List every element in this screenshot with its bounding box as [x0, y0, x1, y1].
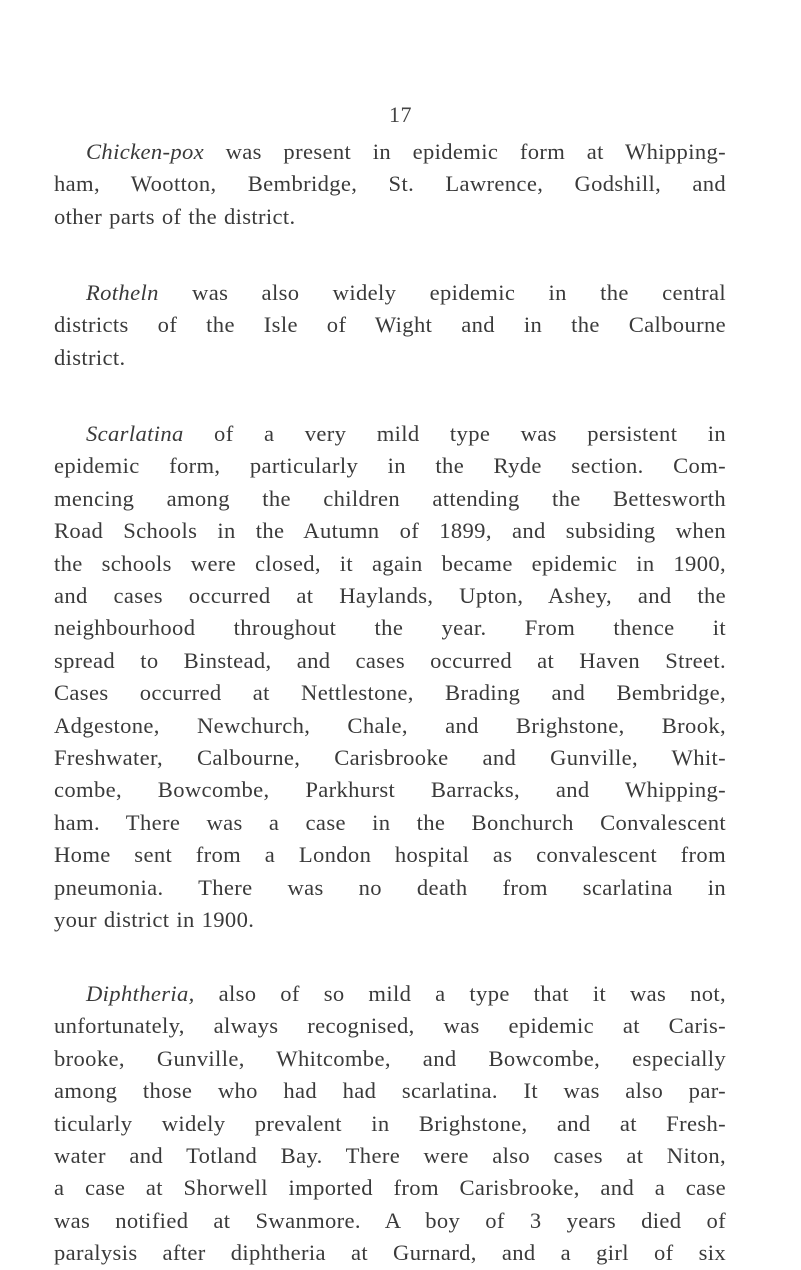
paragraph-line: spread to Binstead, and cases occurred at Haven Street.: [54, 647, 726, 673]
paragraph-line: combe, Bowcombe, Parkhurst Barracks, and Whipping-: [54, 777, 726, 803]
paragraph-line-text: also of so mild a type that it was not,: [194, 981, 726, 1006]
paragraph-lead-term: Diphtheria,: [86, 981, 195, 1006]
paragraph-line: pneumonia. There was no death from scarlatina in: [54, 874, 726, 900]
paragraph-line: Road Schools in the Autumn of 1899, and subsiding when: [54, 518, 726, 544]
paragraph-line: ticularly widely prevalent in Brighstone, and at Fresh-: [54, 1110, 726, 1136]
paragraph-line: the schools were closed, it again became epidemic in 1900,: [54, 550, 726, 576]
paragraph-line: Cases occurred at Nettlestone, Brading and Bembridge,: [54, 680, 726, 706]
page-number: 17: [389, 102, 412, 127]
paragraph-line: [54, 418, 726, 450]
paragraph-line: water and Totland Bay. There were also cases at Niton,: [54, 1143, 726, 1169]
paragraph-lead-term: Scarlatina: [86, 421, 184, 446]
paragraph-rotheln: [54, 277, 726, 374]
paragraph-lead-term: Rotheln: [86, 280, 159, 305]
paragraph-line: ham. There was a case in the Bonchurch Convalescent: [54, 809, 726, 835]
paragraph-line: unfortunately, always recognised, was epidemic at Caris-: [54, 1013, 726, 1039]
paragraph-line-text: was also widely epidemic in the central: [158, 280, 726, 305]
paragraph-line-text: was present in epidemic form at Whipping-: [204, 139, 726, 164]
paragraph-line: [54, 277, 726, 309]
paragraph-line: [54, 978, 726, 1010]
paragraph-line: was notified at Swanmore. A boy of 3 years died of: [54, 1207, 726, 1233]
paragraph-line-text: of a very mild type was persistent in: [183, 421, 726, 446]
paragraph-line: ham, Wootton, Bembridge, St. Lawrence, Godshill, and: [54, 171, 726, 197]
paragraph-line: epidemic form, particularly in the Ryde section. Com-: [54, 453, 726, 479]
paragraph-diphtheria: [54, 978, 726, 1270]
paragraph-line: [54, 136, 726, 168]
paragraph-scarlatina: [54, 418, 726, 937]
paragraph-line: Home sent from a London hospital as convalescent from: [54, 842, 726, 868]
paragraph-line: brooke, Gunville, Whitcombe, and Bowcombe, especially: [54, 1045, 726, 1071]
paragraph-line: a case at Shorwell imported from Carisbrooke, and a case: [54, 1175, 726, 1201]
paragraph-line: among those who had had scarlatina. It was also par-: [54, 1078, 726, 1104]
paragraph-line: your district in 1900.: [54, 907, 255, 933]
paragraph-line: neighbourhood throughout the year. From thence it: [54, 615, 726, 641]
paragraph-line: and cases occurred at Haylands, Upton, Ashey, and the: [54, 583, 726, 609]
paragraph-lead-term: Chicken-pox: [86, 139, 205, 164]
paragraph-line: mencing among the children attending the Bettesworth: [54, 485, 726, 511]
paragraph-line: Adgestone, Newchurch, Chale, and Brighstone, Brook,: [54, 712, 726, 738]
paragraph-line: other parts of the district.: [54, 203, 296, 229]
paragraph-line: Freshwater, Calbourne, Carisbrooke and Gunville, Whit-: [54, 745, 726, 771]
paragraph-line: paralysis after diphtheria at Gurnard, and a girl of six: [54, 1240, 726, 1266]
paragraph-line: district.: [54, 344, 126, 370]
paragraph-line: districts of the Isle of Wight and in the Calbourne: [54, 312, 726, 338]
paragraph-chicken-pox: [54, 136, 726, 233]
